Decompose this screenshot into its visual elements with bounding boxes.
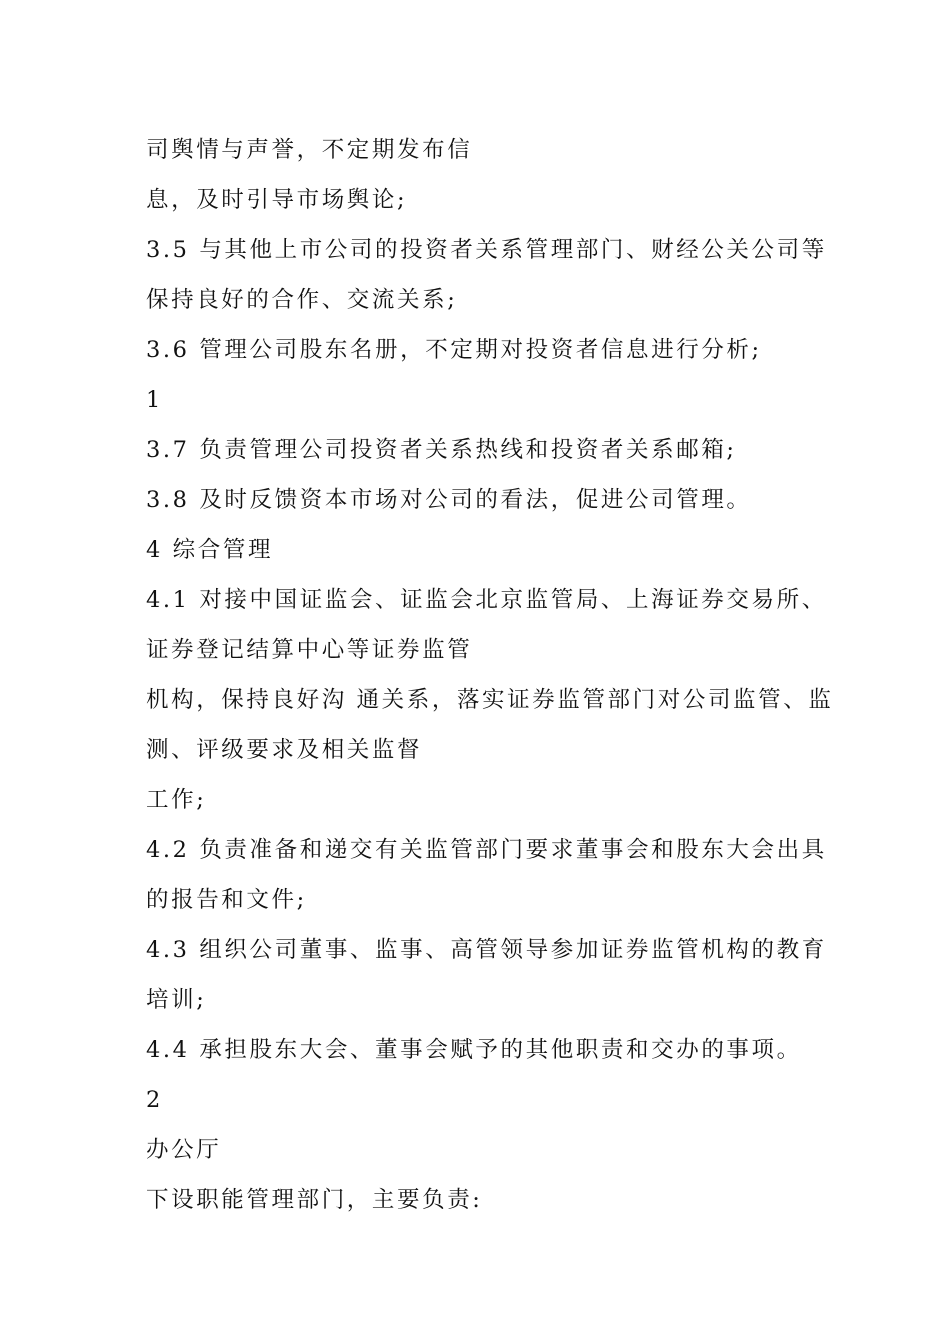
page-number: 1 — [146, 387, 163, 413]
text-line: 下设职能管理部门，主要负责: — [146, 1187, 483, 1213]
text-line: 工作; — [146, 787, 207, 813]
text-line: 3.6 管理公司股东名册，不定期对投资者信息进行分析; — [146, 337, 762, 363]
text-line: 息，及时引导市场舆论; — [146, 187, 408, 213]
text-line: 4.1 对接中国证监会、证监会北京监管局、上海证券交易所、 — [146, 587, 827, 613]
text-line: 司舆情与声誉，不定期发布信 — [146, 137, 473, 163]
text-line: 4.2 负责准备和递交有关监管部门要求董事会和股东大会出具 — [146, 837, 827, 863]
text-line: 保持良好的合作、交流关系; — [146, 287, 458, 313]
text-line: 测、评级要求及相关监督 — [146, 737, 423, 763]
text-line: 证券登记结算中心等证券监管 — [146, 637, 473, 663]
text-line: 的报告和文件; — [146, 887, 307, 913]
text-line: 3.8 及时反馈资本市场对公司的看法，促进公司管理。 — [146, 487, 752, 513]
text-line: 4.4 承担股东大会、董事会赋予的其他职责和交办的事项。 — [146, 1037, 802, 1063]
section-heading: 办公厅 — [146, 1137, 222, 1163]
section-heading: 4 综合管理 — [146, 537, 274, 563]
text-line: 3.7 负责管理公司投资者关系热线和投资者关系邮箱; — [146, 437, 737, 463]
text-line: 3.5 与其他上市公司的投资者关系管理部门、财经公关公司等 — [146, 237, 827, 263]
page-number: 2 — [146, 1087, 163, 1113]
text-line: 4.3 组织公司董事、监事、高管领导参加证券监管机构的教育 — [146, 937, 827, 963]
text-line: 机构，保持良好沟 通关系，落实证券监管部门对公司监管、监 — [146, 687, 834, 713]
text-line: 培训; — [146, 987, 207, 1013]
